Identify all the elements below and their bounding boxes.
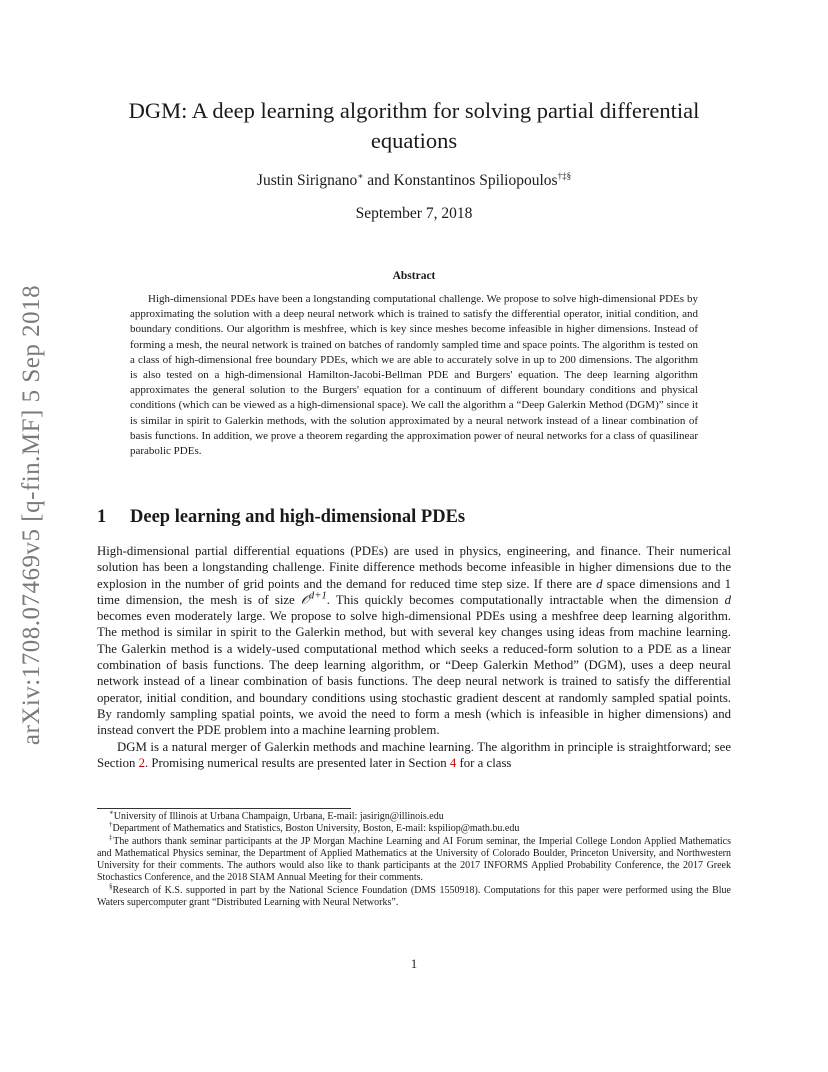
- footnote-2: [97, 820, 731, 835]
- section-2-link[interactable]: 2: [138, 755, 145, 770]
- arxiv-stamp: [2, 280, 62, 750]
- section-1-heading: [97, 507, 465, 528]
- footnote-1-mark: ∗: [109, 808, 114, 817]
- author-2-name: Konstantinos Spiliopoulos: [393, 172, 558, 189]
- footnote-3-text: The authors thank seminar participants at the JP Morgan Machine Learning and AI Forum seminar, the Imperial College London Applied Mathematics and Mathematical Physics seminar, the Department of Applied Mathematics at the University of Colorado Boulder, Princeton University, and Northwestern University for their comments. The authors would also like to thank participants at the 2017 INFORMS Applied Probability Conference, the 2017 Greek Stochastics Conference, and the 2018 SIAM Annual Meeting for their comments.: [97, 835, 732, 884]
- footnote-2-text: Department of Mathematics and Statistics, Boston University, Boston, E-mail: kspiliop@math.bu.edu: [112, 823, 520, 835]
- var-d-2: d: [724, 592, 731, 607]
- author-2-footnote-mark[interactable]: †‡§: [557, 170, 572, 181]
- section-1-title: Deep learning and high-dimensional PDEs: [130, 507, 466, 527]
- author-connector: and: [367, 172, 390, 189]
- author-line: [110, 172, 718, 190]
- mesh-symbol: 𝒪: [300, 592, 309, 607]
- paragraph-2-text-b: . Promising numerical results are presented later in Section: [145, 755, 450, 770]
- section-4-link[interactable]: 4: [449, 755, 457, 770]
- paragraph-1-text-c: . This quickly becomes computationally intractable when the dimension: [326, 592, 725, 607]
- section-1-paragraph-2: [97, 739, 731, 772]
- footnote-4-text: Research of K.S. supported in part by the National Science Foundation (DMS 1550918). Computations for this paper were performed using the Blue Waters supercomputer grant “Distributed Learning with Neural Networks”.: [97, 884, 731, 909]
- paragraph-2-text-c: for a class: [456, 755, 512, 770]
- paragraph-1-text-a: High-dimensional partial differential equations (PDEs) are used in physics, engineering, and finance. Their numerical solution has been a longstanding challenge. Finite difference methods become infeasible in higher dimensions due to the explosion in the number of grid points and the demand for reduced time step size. If there are: [97, 544, 731, 591]
- var-d: d: [596, 576, 603, 591]
- footnote-1: [97, 808, 731, 823]
- section-1-number: 1: [97, 507, 107, 527]
- footnote-divider: [97, 808, 351, 809]
- footnote-4-mark: §: [109, 882, 113, 891]
- paper-title: DGM: A deep learning algorithm for solving partial differential equations: [128, 98, 700, 153]
- section-1-paragraph-1: [97, 543, 731, 739]
- author-1-name: Justin Sirignano: [256, 172, 358, 189]
- section-1-body: [97, 543, 731, 771]
- footnote-3-mark: ‡: [109, 833, 114, 842]
- footnote-2-mark: †: [109, 820, 113, 829]
- paragraph-2-text-a: DGM is a natural merger of Galerkin methods and machine learning. The algorithm in principle is straightforward; see Section: [97, 739, 731, 770]
- footnote-1-text: University of Illinois at Urbana Champaign, Urbana, E-mail: jasirign@illinois.edu: [113, 811, 444, 822]
- footnote-3: [97, 833, 732, 885]
- mesh-exponent: d+1: [308, 590, 327, 602]
- abstract-heading: Abstract: [392, 270, 436, 282]
- paragraph-1-text-d: becomes even moderately large. We propose to solve high-dimensional PDEs using a meshfree deep learning algorithm. The method is similar in spirit to the Galerkin method, but with several key changes using ideas from machine learning. The Galerkin method is a widely-used computational method which seeks a reduced-form solution to a PDE as a linear combination of basis functions. The deep learning algorithm, or “Deep Galerkin Method” (DGM), uses a deep neural network instead of a linear combination of basis functions. The deep neural network is trained to satisfy the differential operator, initial condition, and boundary conditions using stochastic gradient descent at randomly sampled spatial points. By randomly sampling spatial points, we avoid the need to form a mesh (which is infeasible in higher dimensions) and instead convert the PDE problem into a machine learning problem.: [97, 609, 731, 738]
- footnote-4: [97, 882, 731, 910]
- arxiv-stamp-text: arXiv:1708.07469v5 [q-fin.MF] 5 Sep 2018: [18, 284, 45, 746]
- footnotes: [97, 808, 732, 909]
- paper-date: September 7, 2018: [355, 205, 473, 222]
- abstract-text: High-dimensional PDEs have been a longstanding computational challenge. We propose to solve high-dimensional PDEs by approximating the solution with a deep neural network which is trained to satisfy the differential operator, initial condition, and boundary conditions. Our algorithm is meshfree, which is key since meshes become infeasible in higher dimensions. Instead of forming a mesh, the neural network is trained on batches of randomly sampled time and space points. The algorithm is tested on a class of high-dimensional free boundary PDEs, which we are able to accurately solve in up to 200 dimensions. The algorithm is also tested on a high-dimensional Hamilton-Jacobi-Bellman PDE and Burgers' equation. The deep learning algorithm approximates the general solution to the Burgers' equation for a continuum of different boundary conditions and physical conditions (which can be viewed as a high-dimensional space). We call the algorithm a “Deep Galerkin Method (DGM)” since it is similar in spirit to Galerkin methods, with the solution approximated by a neural network instead of a linear combination of basis functions. In addition, we prove a theorem regarding the approximation power of neural networks for a class of quasilinear parabolic PDEs.: [130, 293, 698, 458]
- paragraph-1-text-b: space dimensions and 1 time dimension, the mesh is of size: [97, 576, 732, 607]
- author-1-footnote-mark[interactable]: ∗: [357, 170, 364, 181]
- page-number: 1: [410, 957, 418, 971]
